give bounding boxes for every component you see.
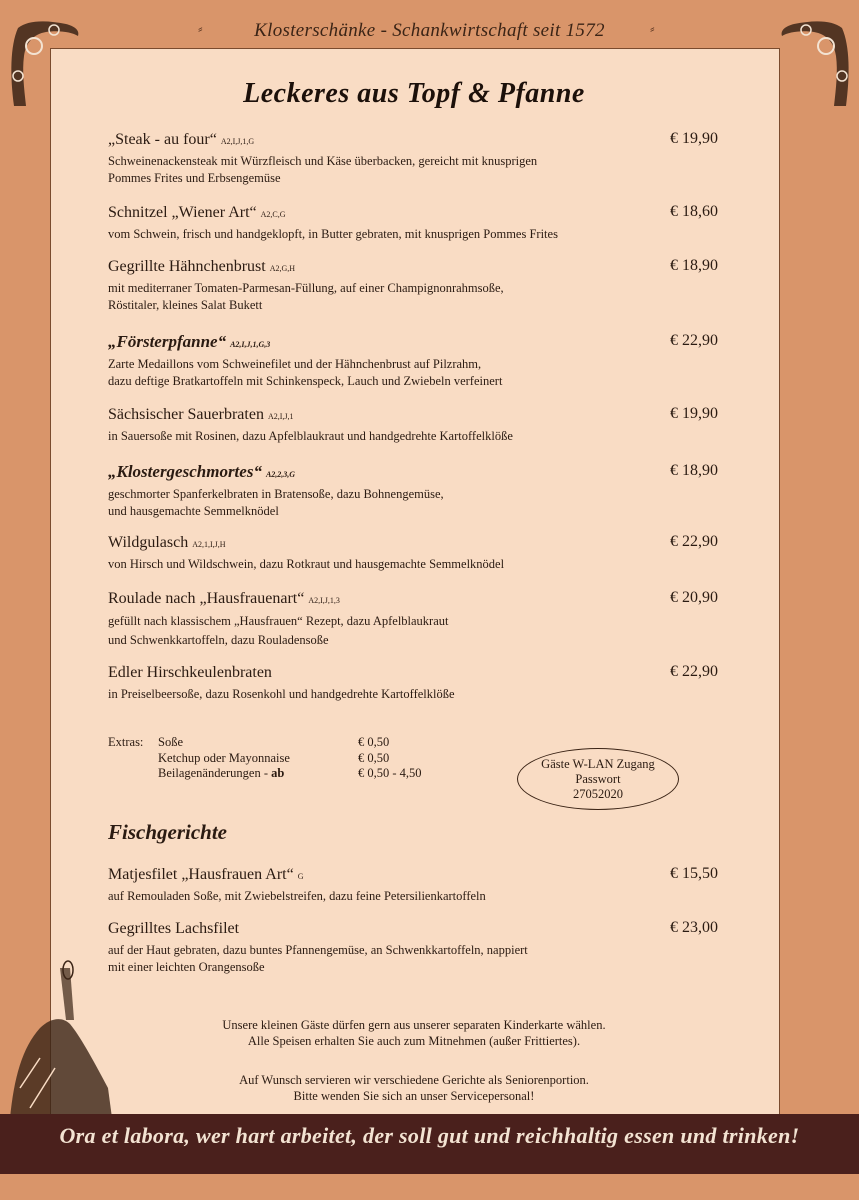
extras-label: Extras: bbox=[108, 735, 144, 749]
header-title: Klosterschänke - Schankwirtschaft seit 1572 bbox=[254, 20, 605, 41]
monk-illustration-icon bbox=[0, 958, 120, 1118]
menu-item-price: € 22,90 bbox=[670, 533, 718, 550]
menu-item bbox=[108, 462, 718, 520]
extras-item-price: € 0,50 bbox=[358, 735, 390, 749]
allergen-codes: A2,C,G bbox=[260, 210, 286, 219]
menu-item bbox=[108, 865, 718, 905]
ornament-right-icon: ⸗ bbox=[650, 22, 655, 37]
menu-item-price: € 19,90 bbox=[670, 405, 718, 422]
allergen-codes: A2,I,J,1,G bbox=[220, 137, 255, 146]
corner-ornament-right-icon bbox=[776, 16, 854, 111]
extras-row bbox=[108, 751, 422, 767]
menu-item-description: auf der Haut gebraten, dazu buntes Pfannengemüse, an Schwenkkartoffeln, nappiert mit einer leichten Orangensoße bbox=[108, 943, 528, 974]
allergen-codes: A2,I,J,1,3 bbox=[308, 596, 340, 605]
wifi-info-badge bbox=[517, 748, 679, 810]
menu-item-name: Gegrillte Hähnchenbrust bbox=[108, 258, 266, 275]
menu-item-name: Wildgulasch bbox=[108, 534, 189, 551]
menu-item bbox=[108, 332, 718, 390]
menu-item-price: € 22,90 bbox=[670, 332, 718, 349]
ornament-left-icon: ⸗ bbox=[198, 22, 203, 37]
page-title: Leckeres aus Topf & Pfanne bbox=[243, 78, 585, 109]
menu-item bbox=[108, 257, 718, 314]
menu-item-name: „Försterpfanne“ bbox=[108, 332, 227, 351]
menu-item bbox=[108, 589, 718, 650]
wifi-password: 27052020 bbox=[573, 786, 623, 801]
header-bar bbox=[0, 0, 859, 48]
menu-item-name: Edler Hirschkeulenbraten bbox=[108, 664, 272, 681]
menu-item-price: € 19,90 bbox=[670, 130, 718, 147]
menu-item-description: gefüllt nach klassischem „Hausfrauen“ Rezept, dazu Apfelblaukraut und Schwenkkartoffeln, dazu Rouladensoße bbox=[108, 614, 449, 647]
extras-item-name: Ketchup oder Mayonnaise bbox=[158, 750, 290, 765]
menu-item-name: Gegrilltes Lachsfilet bbox=[108, 920, 240, 937]
extras-row bbox=[108, 735, 422, 751]
wifi-title: Gäste W-LAN Zugang bbox=[541, 756, 655, 771]
extras-list bbox=[108, 735, 422, 782]
extras-item-price: € 0,50 - 4,50 bbox=[358, 766, 422, 780]
menu-item-description: mit mediterraner Tomaten-Parmesan-Füllung, auf einer Champignonrahmsoße, Röstitaler, kleines Salat Bukett bbox=[108, 281, 504, 312]
menu-item-price: € 18,60 bbox=[670, 203, 718, 220]
menu-item bbox=[108, 203, 718, 243]
menu-item-name: „Steak - au four“ bbox=[108, 131, 217, 148]
footer-motto: Ora et labora, wer hart arbeitet, der soll gut und reichhaltig essen und trinken! bbox=[59, 1123, 800, 1148]
info-note-kids: Unsere kleinen Gäste dürfen gern aus unserer separaten Kinderkarte wählen. Alle Speisen erhalten Sie auch zum Mitnehmen (außer Frittiertes). bbox=[222, 1018, 606, 1048]
menu-item-price: € 23,00 bbox=[670, 919, 718, 936]
allergen-codes: A2,2,3,G bbox=[265, 470, 296, 479]
menu-item-description: vom Schwein, frisch und handgeklopft, in Butter gebraten, mit knusprigen Pommes Frites bbox=[108, 227, 558, 241]
menu-item-name: „Klostergeschmortes“ bbox=[108, 462, 262, 481]
menu-item-price: € 15,50 bbox=[670, 865, 718, 882]
menu-item bbox=[108, 130, 718, 187]
menu-item-description: von Hirsch und Wildschwein, dazu Rotkraut und hausgemachte Semmelknödel bbox=[108, 557, 505, 571]
menu-item-price: € 22,90 bbox=[670, 663, 718, 680]
menu-item-description: geschmorter Spanferkelbraten in Bratensoße, dazu Bohnengemüse, und hausgemachte Semmelknödel bbox=[108, 487, 444, 518]
allergen-codes: A2,I,J,1 bbox=[267, 412, 294, 421]
allergen-codes: A2,1,I,J,H bbox=[192, 540, 226, 549]
menu-item-name: Matjesfilet „Hausfrauen Art“ bbox=[108, 866, 294, 883]
info-note-seniors: Auf Wunsch servieren wir verschiedene Gerichte als Seniorenportion. Bitte wenden Sie sich an unser Servicepersonal! bbox=[239, 1073, 589, 1103]
menu-item-description: auf Remouladen Soße, mit Zwiebelstreifen, dazu feine Petersilienkartoffeln bbox=[108, 889, 486, 903]
menu-item-description: Schweinenackensteak mit Würzfleisch und Käse überbacken, gereicht mit knusprigen Pommes Frites und Erbsengemüse bbox=[108, 154, 538, 185]
extras-item-name: Beilagenänderungen - bbox=[158, 766, 269, 780]
menu-item-name: Schnitzel „Wiener Art“ bbox=[108, 204, 257, 221]
menu-item-price: € 18,90 bbox=[670, 257, 718, 274]
menu-item-name: Sächsischer Sauerbraten bbox=[108, 406, 264, 423]
menu-item-description: in Sauersoße mit Rosinen, dazu Apfelblaukraut und handgedrehte Kartoffelklöße bbox=[108, 429, 513, 443]
wifi-password-label: Passwort bbox=[575, 771, 621, 786]
extras-item-name: Soße bbox=[158, 735, 183, 749]
menu-item-name: Roulade nach „Hausfrauenart“ bbox=[108, 590, 305, 607]
menu-item bbox=[108, 663, 718, 703]
menu-item-price: € 18,90 bbox=[670, 462, 718, 479]
menu-item bbox=[108, 919, 718, 976]
extras-item-price: € 0,50 bbox=[358, 750, 390, 765]
allergen-codes: A2,G,H bbox=[269, 264, 296, 273]
menu-item-price: € 20,90 bbox=[670, 589, 718, 606]
allergen-codes: G bbox=[297, 872, 304, 881]
extras-row bbox=[108, 766, 422, 782]
section-heading-fish: Fischgerichte bbox=[108, 820, 227, 844]
menu-item bbox=[108, 533, 718, 573]
menu-item-description: Zarte Medaillons vom Schweinefilet und der Hähnchenbrust auf Pilzrahm, dazu deftige Bratkartoffeln mit Schinkenspeck, Lauch und Zwiebeln verfeinert bbox=[108, 357, 503, 388]
allergen-codes: A2,I,J,1,G,3 bbox=[230, 340, 271, 349]
menu-item bbox=[108, 405, 718, 445]
menu-item-description: in Preiselbeersoße, dazu Rosenkohl und handgedrehte Kartoffelklöße bbox=[108, 687, 455, 701]
extras-item-qualifier: ab bbox=[271, 766, 285, 780]
